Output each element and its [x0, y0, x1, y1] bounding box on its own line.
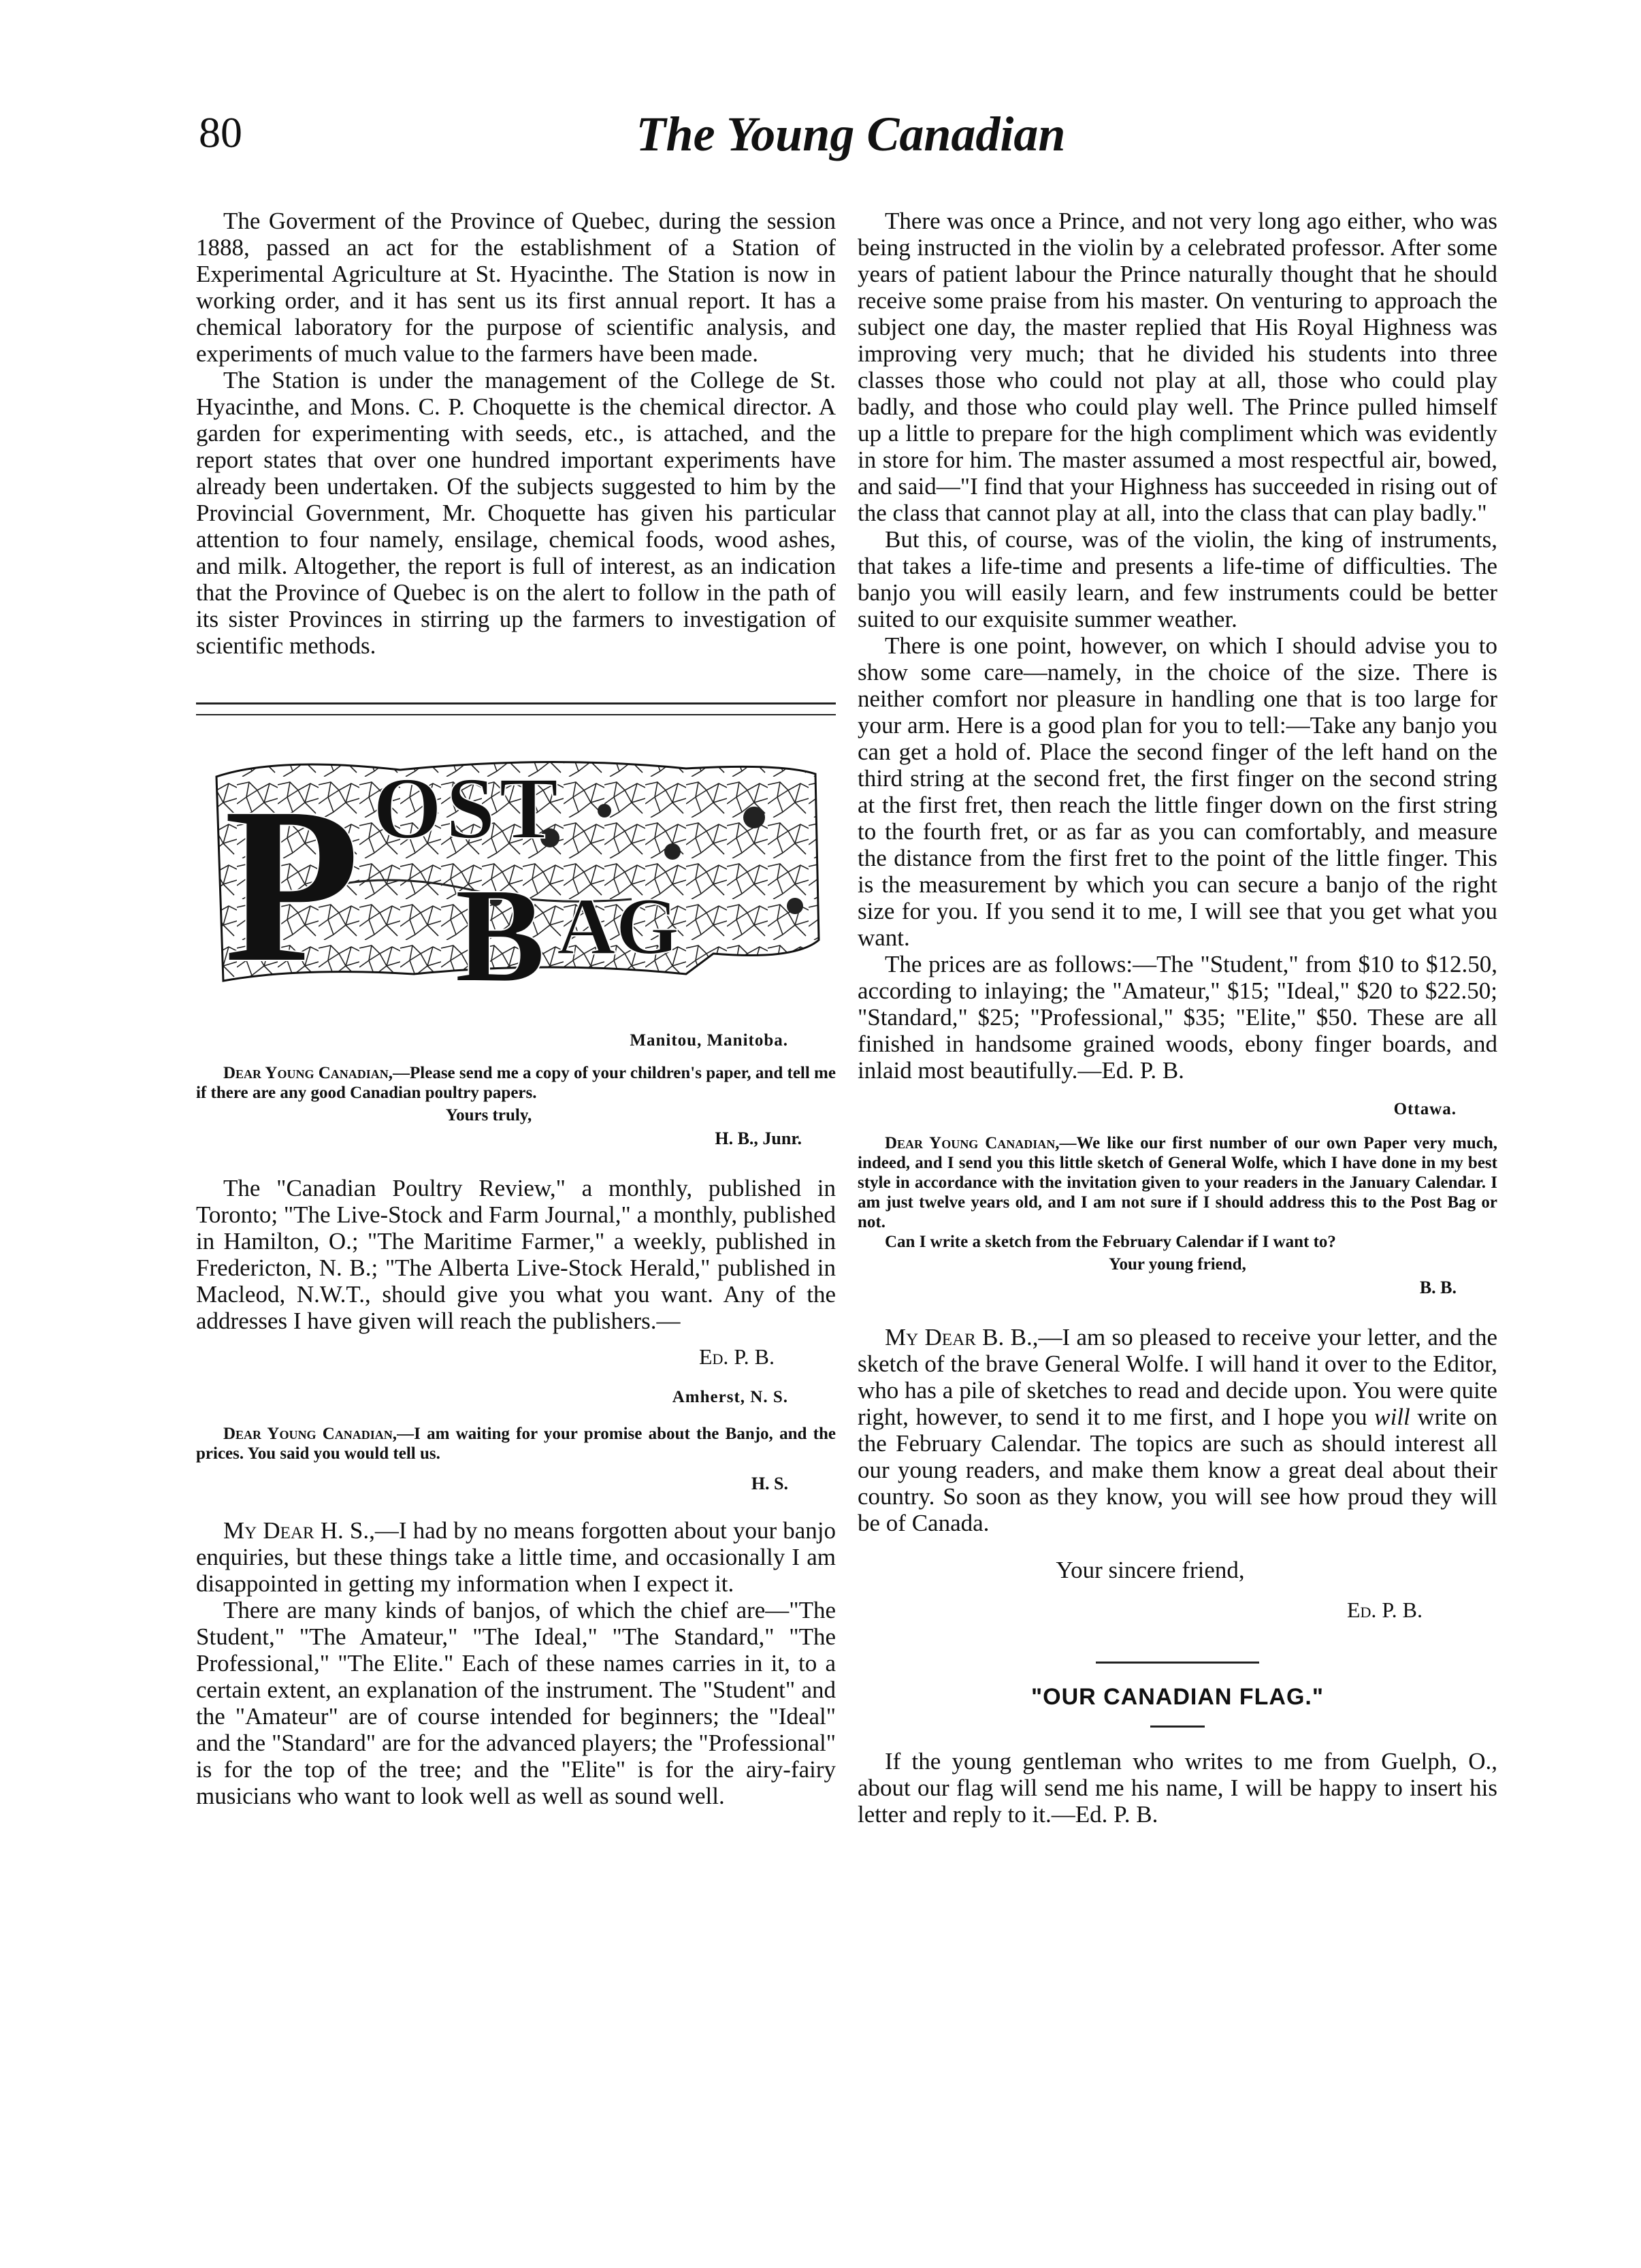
prices-paragraph: The prices are as follows:—The "Student," from $10 to $12.50, according to inlaying; the "Amateur," $15; "Ideal," $20 to $22.50; "Standard," $25; "Professional," $35; "Elite," $50. These are all finished in handsome grained woods, ebony finger boards, and inlaid most beautifully.—Ed. P. B.: [858, 951, 1497, 1084]
letter1-place: Manitou, Manitoba.: [630, 1031, 788, 1050]
letter3-close: Your young friend,: [1109, 1255, 1246, 1274]
reply2-body-1: H. S.,—I had by no means forgotten about your banjo enquiries, but these things take a little time, and occasionally I am disappointed in getting my information when I expect it.: [196, 1517, 836, 1597]
size-paragraph: There is one point, however, on which I should advise you to show some care—namely, in the choice of the size. There is neither comfort nor pleasure in handling one that is too large for your arm. Here is a good plan for you to tell:—Take any banjo you can get a hold of. Place the second finger of the left hand on the third string at the second fret, the first finger on the second string at the first fret, then reach the little finger down on the first string to the fourth fret, or as far as you can comfortably, and measure the distance from the first fret to the point of the little finger. This is the measurement by which you can secure a banjo of the right size for you. If you send it to me, I will see that you get what you want.: [858, 632, 1497, 951]
letter2-salutation: Dear Young Canadian,: [223, 1425, 397, 1443]
reply3-salutation: My Dear: [885, 1324, 976, 1350]
letter3: [858, 1133, 1497, 1232]
banner-letter-b: B: [455, 860, 546, 1008]
post-bag-banner: [196, 736, 836, 1008]
letter2: [196, 1424, 836, 1463]
reply3-body-b: write on the February Calendar. The topics are such as should interest all our young readers, and make them know a great deal about their country. So soon as they know, you will see how proud they will be of Canada.: [858, 1404, 1497, 1536]
reply1-body: The "Canadian Poultry Review," a monthly, published in Toronto; "The Live-Stock and Farm Journal," a monthly, published in Hamilton, O.; "The Maritime Farmer," a weekly, published in Fredericton, N. B.; "The Alberta Live-Stock Herald," published in Macleod, N.W.T., should give you what you want. Any of the addresses I have given will reach the publishers.—: [196, 1175, 836, 1334]
section-divider: [196, 702, 836, 715]
letter3-body: —We like our first number of our own Paper very much, indeed, and I send you this little sketch of General Wolfe, which I have done in my best style in accordance with the invitation given to your readers in the January Calendar. I am just twelve years old, and I am not sure if I should address this to the Post Bag or not.: [858, 1134, 1497, 1231]
flag-paragraph: If the young gentleman who writes to me from Guelph, O., about our flag will send me his name, I will be happy to insert his letter and reply to it.—Ed. P. B.: [858, 1748, 1497, 1828]
banner-letter-p: P: [223, 761, 361, 1008]
reply3-will: will: [1374, 1404, 1410, 1430]
left-column: [196, 208, 836, 1809]
page-number: 80: [199, 108, 242, 157]
reply3-paragraph: [858, 1324, 1497, 1536]
running-head-title: The Young Canadian: [636, 107, 1066, 161]
page-header: [0, 102, 1641, 184]
reply3-body-a: B. B.,—I am so pleased to receive your letter, and the sketch of the brave General Wolfe. I will hand it over to the Editor, who has a pile of sketches to read and decide upon. You were quite right, however, to send it to me first, and I hope you: [858, 1324, 1498, 1430]
letter1-body: —Please send me a copy of your children's paper, and tell me if there are any good Canadian poultry papers.: [196, 1064, 836, 1102]
letter1-signature: H. B., Junr.: [715, 1129, 802, 1148]
reply2-paragraph-1: [196, 1517, 836, 1597]
letter1-close: Yours truly,: [445, 1106, 532, 1124]
violin-paragraph: There was once a Prince, and not very long ago either, who was being instructed in the violin by a celebrated professor. After some years of patient labour the Prince naturally thought that he should receive some praise from his master. On venturing to approach the subject one day, the master replied that His Royal Highness was improving very much; that he divided his students into three classes those who could not play at all, those who could play badly, and those who could play well. The Prince pulled himself up a little to prepare for the high compliment which was evidently in store for him. The master assumed a most respectful air, bowed, and said—"I find that your Highness has succeeded in rising out of the class that cannot play at all, into the class that can play badly.": [858, 208, 1497, 526]
letter1-salutation: Dear Young Canadian,: [223, 1064, 393, 1082]
quebec-article-paragraph-2: The Station is under the management of the College de St. Hyacinthe, and Mons. C. P. Choquette is the chemical director. A garden for experimenting with seeds, etc., is attached, and the report states that over one hundred important experiments have already been undertaken. Of the subjects suggested to him by the Provincial Government, Mr. Choquette has given his particular attention to four namely, ensilage, chemical foods, wood ashes, and milk. Altogether, the report is full of interest, as an indication that the Province of Quebec is on the alert to follow in the path of its sister Provinces in stirring up the farmers to investigation of scientific methods.: [196, 367, 836, 659]
banner-letters-ag: AG: [557, 881, 679, 971]
banjo-paragraph: But this, of course, was of the violin, the king of instruments, that takes a life-time and presents a life-time of difficulties. The banjo you will easily learn, and few instruments could be better suited to our exquisite summer weather.: [858, 526, 1497, 632]
title-underline: [1150, 1726, 1205, 1728]
letter1: [196, 1063, 836, 1103]
flag-section-title: "OUR CANADIAN FLAG.": [1031, 1684, 1324, 1710]
letter3-signature: B. B.: [1419, 1278, 1457, 1297]
letter2-body: —I am waiting for your promise about the Banjo, and the prices. You said you would tell us.: [196, 1425, 836, 1463]
right-column: [858, 208, 1497, 1828]
quebec-article-paragraph-1: The Goverment of the Province of Quebec, during the session 1888, passed an act for the establishment of a Station of Experimental Agriculture at St. Hyacinthe. The Station is now in working order, and it has sent us its first annual report. It has a chemical laboratory for the purpose of scientific analysis, and experiments of much value to the farmers have been made.: [196, 208, 836, 367]
reply3-signature: Ed. P. B.: [1346, 1598, 1423, 1622]
section-divider-short: [1096, 1662, 1259, 1664]
letter2-signature: H. S.: [751, 1474, 788, 1493]
letter3-body-2: Can I write a sketch from the February Calendar if I want to?: [885, 1233, 1336, 1251]
letter3-salutation: Dear Young Canadian,: [885, 1134, 1060, 1152]
letter2-place: Amherst, N. S.: [672, 1388, 788, 1406]
post-bag-illustration: [196, 736, 836, 1008]
reply2-paragraph-2: There are many kinds of banjos, of which the chief are—"The Student," "The Amateur," "The Ideal," "The Standard," "The Professional," "The Elite." Each of these names carries in it, to a certain extent, an explanation of the instrument. The "Student" and the "Amateur" are of course intended for beginners; the "Ideal" and the "Standard" are for the advanced players; the "Professional" is for the top of the tree; and the "Elite" is for the airy-fairy musicians who want to look well as well as sound well.: [196, 1597, 836, 1809]
banner-letters-ost: OST: [373, 760, 563, 858]
reply3-close: Your sincere friend,: [1056, 1557, 1245, 1583]
reply2-salutation: My Dear: [223, 1517, 314, 1544]
letter3-place: Ottawa.: [1393, 1100, 1457, 1118]
reply1-signature: Ed. P. B.: [698, 1344, 775, 1369]
